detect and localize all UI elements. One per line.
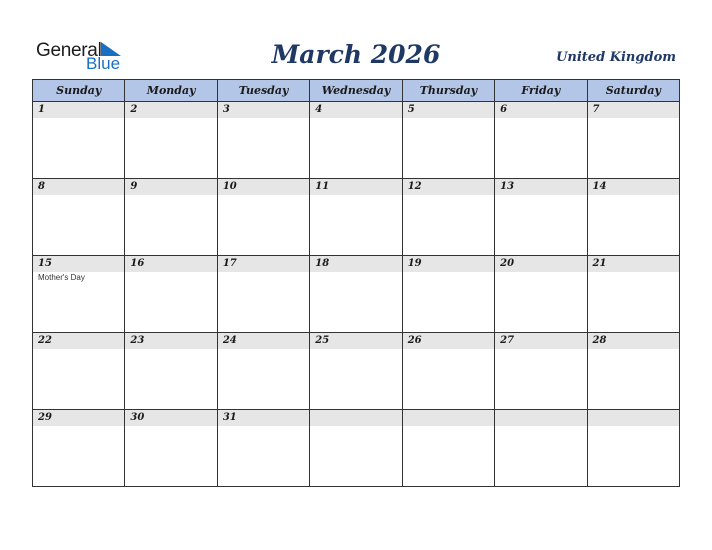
day-cell[interactable] <box>495 256 587 333</box>
day-number: 5 <box>403 102 494 118</box>
day-cell[interactable] <box>587 102 679 179</box>
week-row <box>33 410 680 487</box>
week-row <box>33 102 680 179</box>
day-cell[interactable] <box>310 333 402 410</box>
day-number: 1 <box>33 102 124 118</box>
day-cell[interactable] <box>125 333 217 410</box>
day-number: 6 <box>495 102 586 118</box>
day-number: 29 <box>33 410 124 426</box>
day-number <box>403 410 494 426</box>
day-cell[interactable] <box>125 256 217 333</box>
day-cell[interactable] <box>310 410 402 487</box>
day-cell[interactable] <box>217 102 309 179</box>
day-cell[interactable] <box>495 102 587 179</box>
week-row <box>33 333 680 410</box>
day-number: 25 <box>310 333 401 349</box>
day-number: 12 <box>403 179 494 195</box>
day-cell[interactable] <box>310 179 402 256</box>
day-cell[interactable] <box>402 179 494 256</box>
day-cell[interactable] <box>33 102 125 179</box>
calendar-title: March 2026 <box>271 40 441 69</box>
day-cell[interactable] <box>33 410 125 487</box>
week-row <box>33 256 680 333</box>
day-number: 2 <box>125 102 216 118</box>
day-cell[interactable] <box>33 256 125 333</box>
day-number: 23 <box>125 333 216 349</box>
weekday-tuesday: Tuesday <box>217 80 309 102</box>
calendar-grid <box>32 79 680 487</box>
day-number: 26 <box>403 333 494 349</box>
weekday-saturday: Saturday <box>587 80 679 102</box>
day-number: 20 <box>495 256 586 272</box>
weekday-wednesday: Wednesday <box>310 80 402 102</box>
day-cell[interactable] <box>587 179 679 256</box>
day-number: 18 <box>310 256 401 272</box>
day-cell[interactable] <box>310 102 402 179</box>
day-number: 11 <box>310 179 401 195</box>
day-number <box>310 410 401 426</box>
day-number: 21 <box>588 256 679 272</box>
day-cell[interactable] <box>402 256 494 333</box>
day-cell[interactable] <box>217 179 309 256</box>
weekday-header-row <box>33 80 680 102</box>
day-number: 22 <box>33 333 124 349</box>
day-number <box>588 410 679 426</box>
day-cell[interactable] <box>495 179 587 256</box>
logo-text-general: General <box>36 40 102 61</box>
day-number: 14 <box>588 179 679 195</box>
day-cell[interactable] <box>33 179 125 256</box>
day-number: 27 <box>495 333 586 349</box>
day-cell[interactable] <box>310 256 402 333</box>
day-cell[interactable] <box>587 410 679 487</box>
weekday-thursday: Thursday <box>402 80 494 102</box>
day-number: 19 <box>403 256 494 272</box>
day-cell[interactable] <box>402 102 494 179</box>
holiday-label: Mother's Day <box>38 273 85 282</box>
day-number <box>495 410 586 426</box>
day-number: 16 <box>125 256 216 272</box>
day-cell[interactable] <box>495 333 587 410</box>
day-cell[interactable] <box>495 410 587 487</box>
day-number: 17 <box>218 256 309 272</box>
day-number: 7 <box>588 102 679 118</box>
day-cell[interactable] <box>125 410 217 487</box>
day-number: 28 <box>588 333 679 349</box>
day-cell[interactable] <box>402 333 494 410</box>
day-number: 3 <box>218 102 309 118</box>
day-number: 24 <box>218 333 309 349</box>
day-number: 13 <box>495 179 586 195</box>
logo-text-blue: Blue <box>86 54 121 73</box>
day-number: 4 <box>310 102 401 118</box>
day-number: 15 <box>33 256 124 272</box>
day-cell[interactable] <box>125 179 217 256</box>
day-cell[interactable] <box>587 256 679 333</box>
day-cell[interactable] <box>217 256 309 333</box>
day-cell[interactable] <box>217 333 309 410</box>
day-cell[interactable] <box>33 333 125 410</box>
country-label: United Kingdom <box>556 50 676 65</box>
weekday-sunday: Sunday <box>33 80 125 102</box>
day-number: 31 <box>218 410 309 426</box>
day-cell[interactable] <box>125 102 217 179</box>
week-row <box>33 179 680 256</box>
day-cell[interactable] <box>402 410 494 487</box>
day-number: 8 <box>33 179 124 195</box>
weekday-monday: Monday <box>125 80 217 102</box>
weekday-friday: Friday <box>495 80 587 102</box>
day-cell[interactable] <box>587 333 679 410</box>
day-number: 30 <box>125 410 216 426</box>
day-cell[interactable] <box>217 410 309 487</box>
day-number: 10 <box>218 179 309 195</box>
day-number: 9 <box>125 179 216 195</box>
